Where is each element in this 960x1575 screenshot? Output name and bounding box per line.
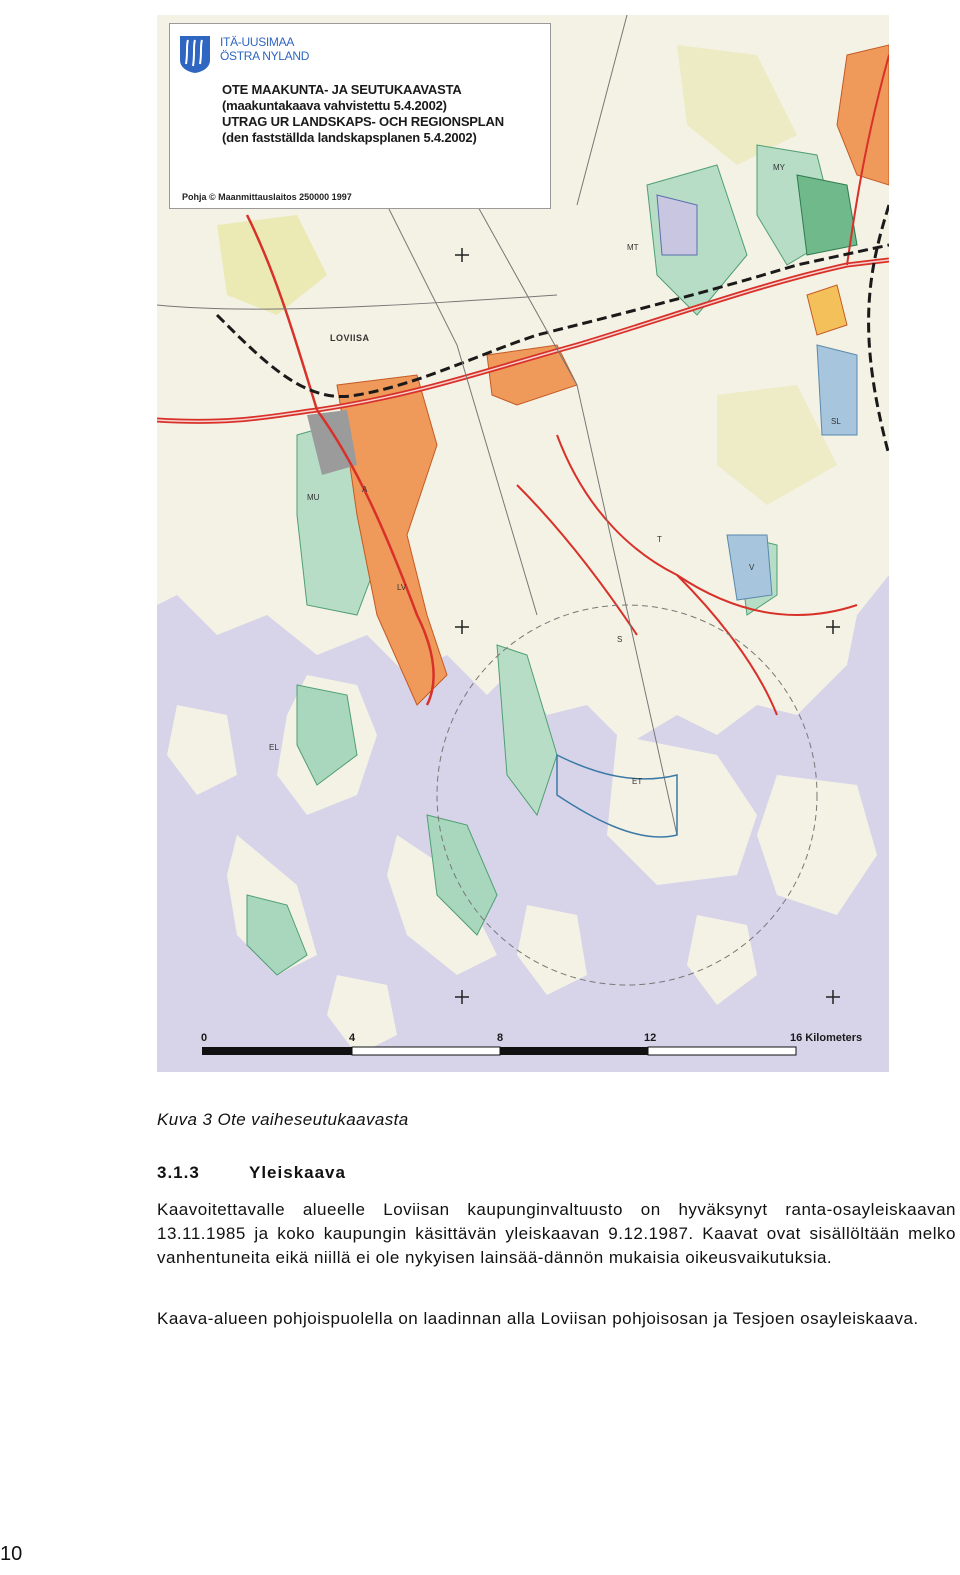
regional-plan-map <box>157 15 889 1072</box>
body-paragraph: Kaava-alueen pohjoispuolella on laadinnan alla Loviisan pohjoisosan ja Tesjoen osayleiskaava. <box>157 1309 919 1328</box>
page-number: 10 <box>0 1543 23 1565</box>
body-paragraph: Kaavoitettavalle alueelle Loviisan kaupunginvaltuusto on hyväksynyt ranta-osayleiskaavan 13.11.1985 ja koko kaupungin käsittävän yleiskaavan 9.12.1987. Kaavat ovat sisällöltään melko vanhentuneita eikä niillä ei ole nykyisen lainsää-dännön mukaisia oikeusvaikutuksia. <box>157 1200 956 1267</box>
zone-label: LV <box>397 583 407 592</box>
zone-label: SL <box>831 417 841 426</box>
section-heading <box>157 1163 346 1183</box>
map-title-box <box>169 23 551 209</box>
section-number: 3.1.3 <box>157 1163 200 1182</box>
section-title: Yleiskaava <box>249 1163 346 1182</box>
scale-segment-3 <box>500 1047 648 1055</box>
map-title-line-3: UTRAG UR LANDSKAPS- OCH REGIONSPLAN <box>222 114 504 129</box>
zone-label: T <box>657 535 662 544</box>
scale-segment-1 <box>202 1047 352 1055</box>
zone-label: ET <box>632 777 643 786</box>
figure-caption: Kuva 3 Ote vaiheseutukaavasta <box>157 1110 409 1129</box>
map-title-line-1: OTE MAAKUNTA- JA SEUTUKAAVASTA <box>222 82 462 97</box>
scale-tick: 16 Kilometers <box>790 1032 863 1044</box>
zone-label: V <box>749 563 755 572</box>
coat-of-arms-icon <box>178 34 212 74</box>
map-source-credit: Pohja © Maanmittauslaitos 250000 1997 <box>182 192 352 202</box>
map-title-line-4: (den fastställda landskapsplanen 5.4.2002) <box>222 130 477 145</box>
scale-tick: 4 <box>349 1032 356 1044</box>
zone-label: MU <box>307 493 320 502</box>
zone-label: MY <box>773 163 785 172</box>
zone-label: S <box>617 635 623 644</box>
scale-segment-2 <box>352 1047 500 1055</box>
scale-tick: 12 <box>644 1032 657 1044</box>
scale-tick: 8 <box>497 1032 504 1044</box>
zone-label: A <box>362 485 368 494</box>
place-label-loviisa: LOVIISA <box>330 333 370 343</box>
scale-segment-4 <box>648 1047 796 1055</box>
zone-label: EL <box>269 743 279 752</box>
zone-label: MT <box>627 243 639 252</box>
scale-tick: 0 <box>201 1032 208 1044</box>
org-name-finnish: ITÄ-UUSIMAA <box>220 35 295 49</box>
org-name-swedish: ÖSTRA NYLAND <box>220 49 310 63</box>
protected-zone-4 <box>657 195 697 255</box>
map-title-line-2: (maakuntakaava vahvistettu 5.4.2002) <box>222 98 447 113</box>
